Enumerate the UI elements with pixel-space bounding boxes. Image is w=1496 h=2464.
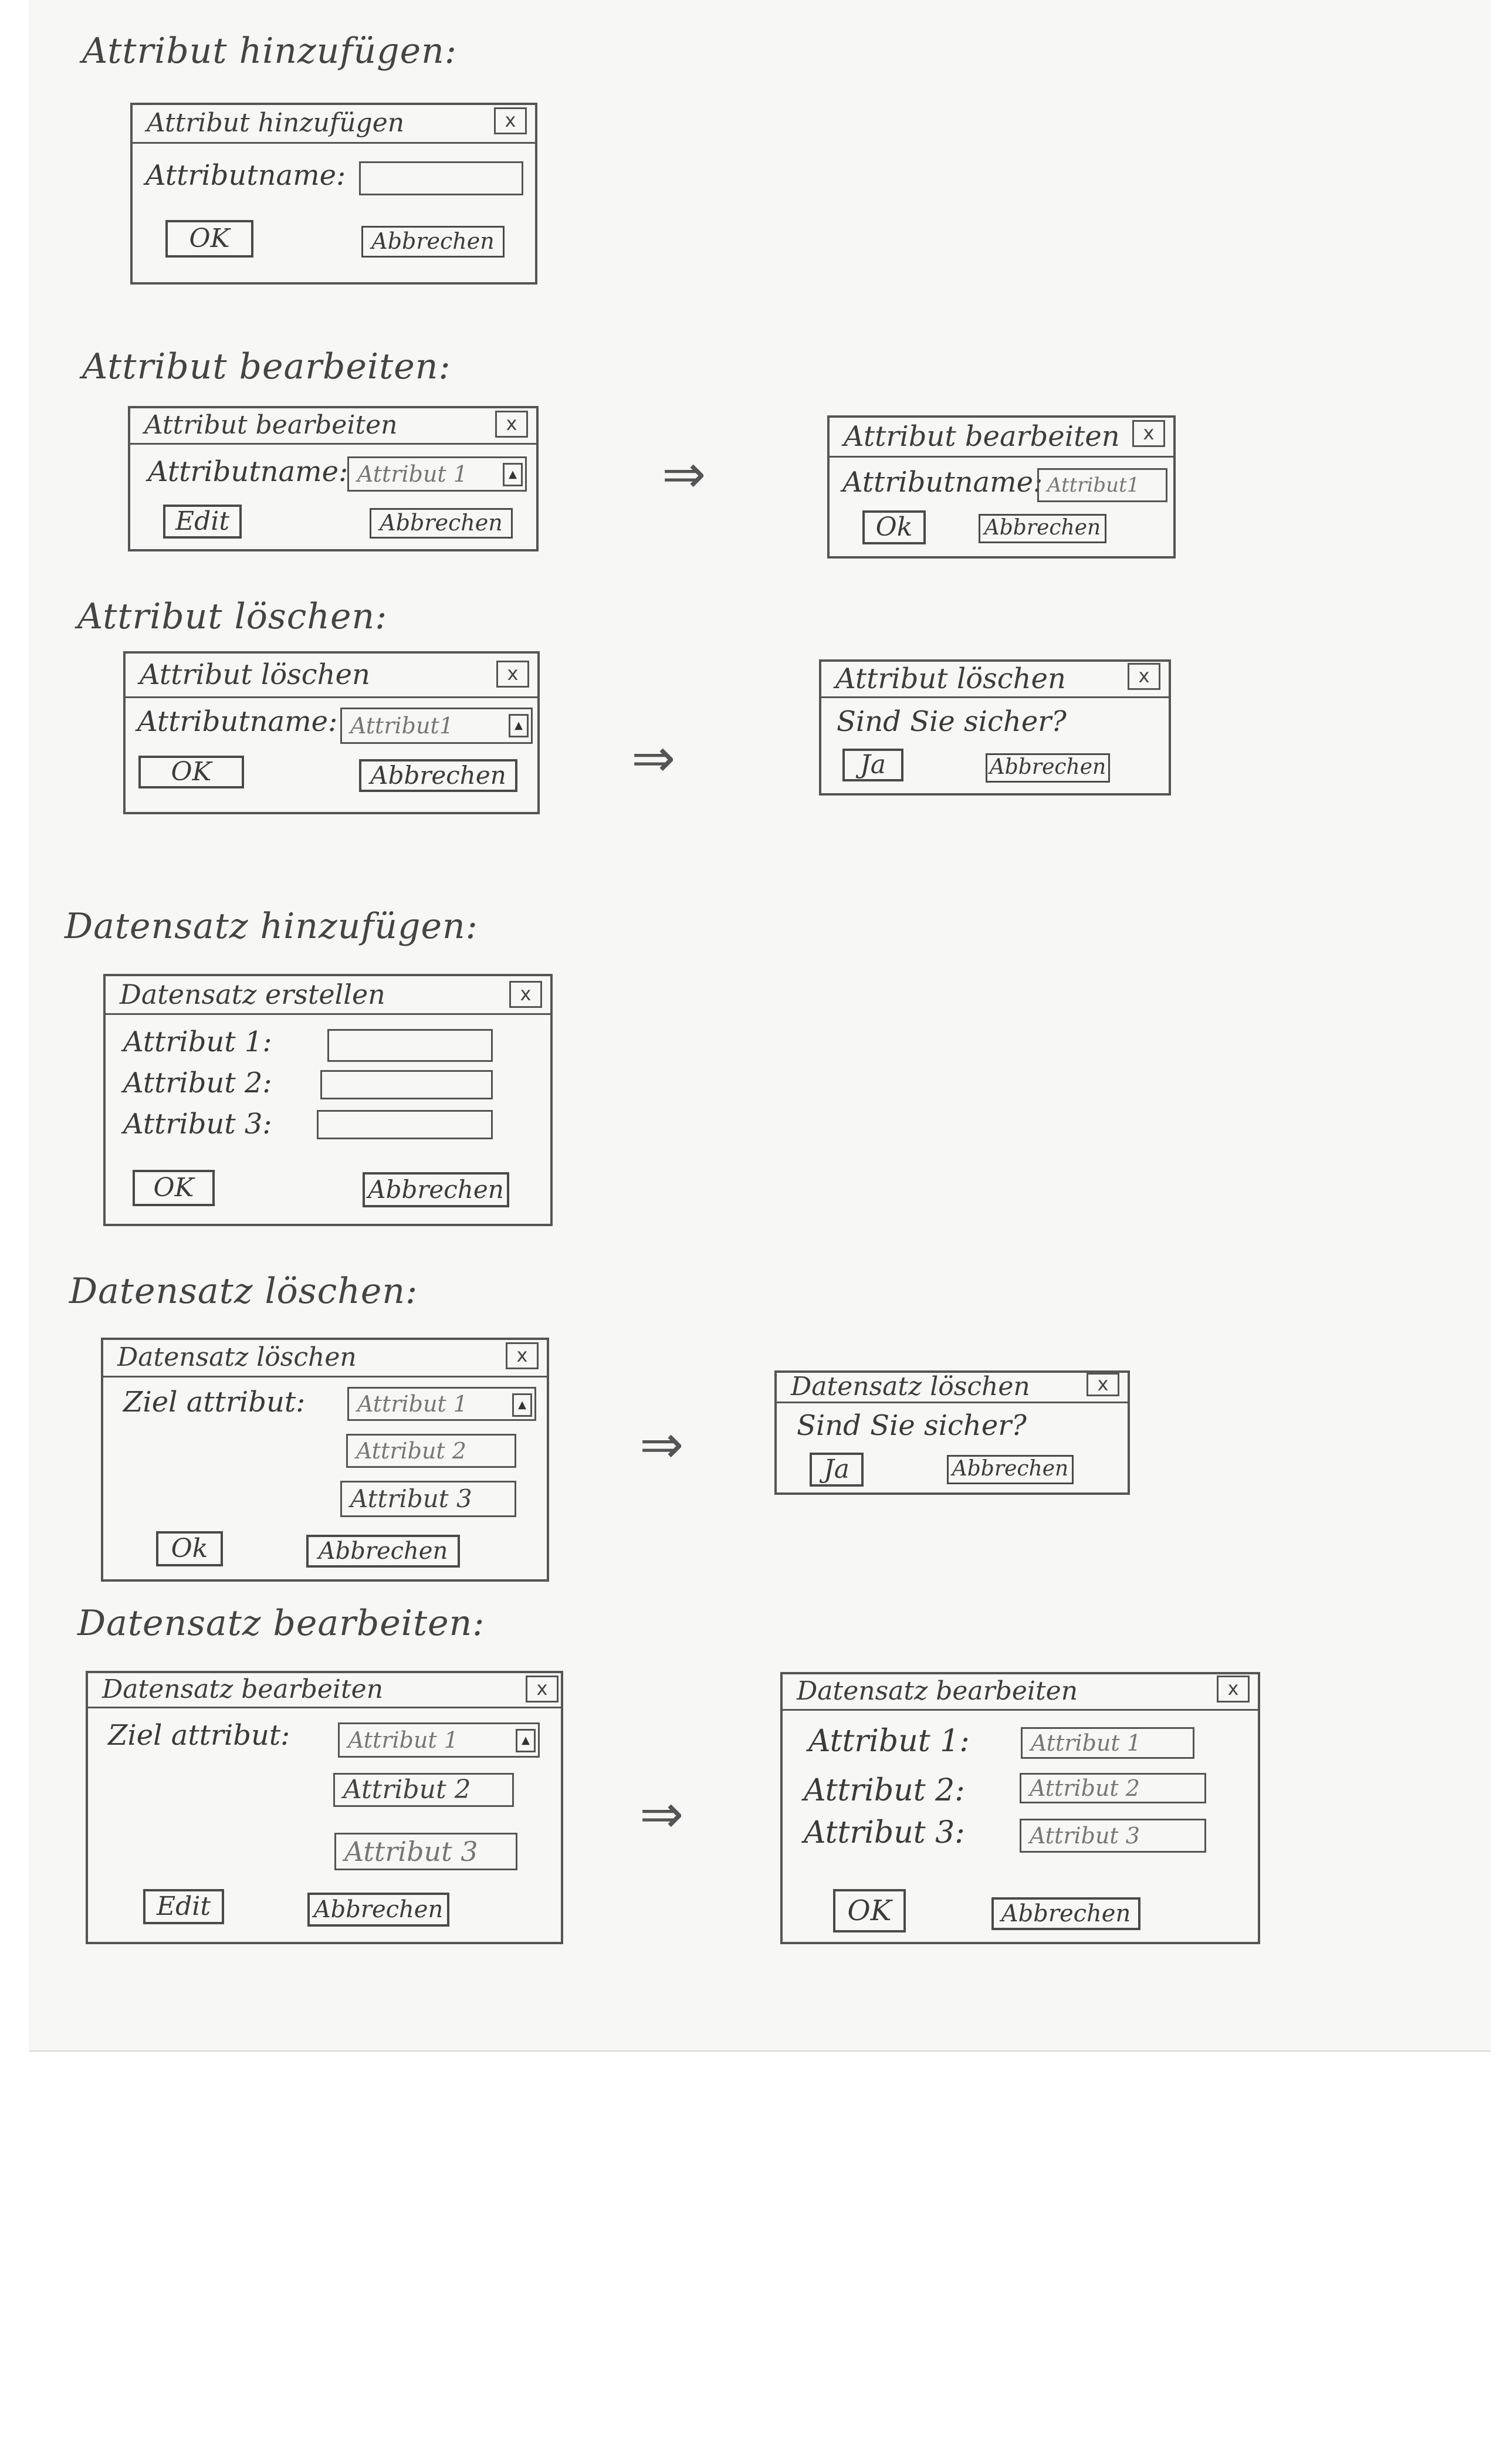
dialog-delete-attribute-confirm <box>819 659 1171 796</box>
dialog-add-attribute <box>130 103 537 285</box>
attribute-3-input[interactable]: Attribut 3 <box>1020 1819 1206 1853</box>
option-attribute-2[interactable]: Attribut 2 <box>346 1434 516 1468</box>
attribute-2-input[interactable] <box>320 1070 493 1099</box>
close-icon[interactable]: x <box>496 661 529 688</box>
close-icon[interactable]: x <box>526 1676 559 1703</box>
edit-button[interactable]: Edit <box>143 1889 224 1924</box>
option-attribute-2[interactable]: Attribut 2 <box>333 1773 514 1807</box>
heading-add-record: Datensatz hinzufügen: <box>65 906 478 947</box>
attribute-1-input[interactable] <box>327 1029 493 1062</box>
transition-arrow: ⇒ <box>631 727 676 789</box>
target-attribute-value: Attribut 1 <box>357 1391 468 1417</box>
yes-button[interactable]: Ja <box>842 749 903 781</box>
dialog-edit-record <box>86 1671 563 1944</box>
attribute-name-input[interactable] <box>359 161 523 195</box>
ok-button[interactable]: Ok <box>156 1531 223 1566</box>
dialog-title: Attribut bearbeiten <box>130 408 536 445</box>
attribute-1-label: Attribut 1: <box>123 1025 272 1058</box>
attribute-name-label: Attributname: <box>145 159 346 192</box>
dropdown-arrow-icon[interactable]: ▲ <box>512 1393 532 1417</box>
attribute-name-label: Attributname: <box>148 455 348 488</box>
transition-arrow: ⇒ <box>639 1783 684 1845</box>
attribute-1-input[interactable]: Attribut 1 <box>1021 1727 1194 1759</box>
ok-button[interactable]: OK <box>833 1889 906 1932</box>
transition-arrow: ⇒ <box>639 1414 684 1475</box>
cancel-button[interactable]: Abbrechen <box>991 1897 1140 1930</box>
dropdown-arrow-icon[interactable]: ▲ <box>503 463 523 486</box>
option-attribute-3[interactable]: Attribut 3 <box>340 1481 516 1517</box>
close-icon[interactable]: x <box>1128 663 1160 690</box>
dialog-title: Datensatz löschen <box>103 1340 547 1377</box>
dialog-title: Datensatz löschen <box>777 1373 1128 1403</box>
attribute-name-label: Attributname: <box>137 705 338 738</box>
dialog-title: Datensatz bearbeiten <box>783 1674 1258 1711</box>
attribute-name-label: Attributname: <box>842 466 1043 499</box>
target-attribute-select[interactable] <box>338 1722 540 1758</box>
dialog-title: Attribut löschen <box>821 662 1169 698</box>
heading-delete-record: Datensatz löschen: <box>69 1271 418 1312</box>
dropdown-arrow-icon[interactable]: ▲ <box>509 714 529 737</box>
ok-button[interactable]: OK <box>133 1170 215 1206</box>
target-attribute-value: Attribut 1 <box>348 1727 458 1753</box>
cancel-button[interactable]: Abbrechen <box>363 1172 509 1207</box>
attribute-select[interactable] <box>340 708 533 744</box>
close-icon[interactable]: x <box>1087 1373 1119 1396</box>
dialog-title: Attribut löschen <box>126 654 537 698</box>
close-icon[interactable]: x <box>1217 1676 1250 1703</box>
dialog-title: Attribut hinzufügen <box>133 105 535 144</box>
attribute-select[interactable] <box>347 456 527 492</box>
dialog-edit-attribute-result <box>827 415 1176 559</box>
option-attribute-3[interactable]: Attribut 3 <box>334 1833 517 1870</box>
cancel-button[interactable]: Abbrechen <box>361 226 505 258</box>
yes-button[interactable]: Ja <box>810 1453 864 1487</box>
close-icon[interactable]: x <box>506 1342 539 1369</box>
cancel-button[interactable]: Abbrechen <box>307 1893 449 1927</box>
attribute-1-label: Attribut 1: <box>808 1724 970 1759</box>
attribute-3-label: Attribut 3: <box>123 1108 272 1140</box>
dialog-edit-attribute <box>128 406 539 551</box>
ok-button[interactable]: OK <box>165 220 253 258</box>
heading-edit-attribute: Attribut bearbeiten: <box>82 346 451 387</box>
attribute-select-value: Attribut 1 <box>357 461 468 487</box>
ok-button[interactable]: OK <box>138 756 244 788</box>
transition-arrow: ⇒ <box>662 444 706 505</box>
cancel-button[interactable]: Abbrechen <box>359 759 517 792</box>
target-attribute-label: Ziel attribut: <box>123 1386 306 1419</box>
target-attribute-label: Ziel attribut: <box>108 1719 290 1752</box>
dialog-delete-attribute <box>123 651 540 814</box>
cancel-button[interactable]: Abbrechen <box>986 753 1110 783</box>
dialog-delete-record <box>101 1338 549 1582</box>
cancel-button[interactable]: Abbrechen <box>370 508 513 539</box>
attribute-name-input[interactable]: Attribut1 <box>1037 468 1167 502</box>
dialog-title: Datensatz erstellen <box>106 976 550 1015</box>
dialog-create-record <box>103 974 553 1226</box>
dropdown-arrow-icon[interactable]: ▲ <box>516 1729 536 1752</box>
target-attribute-select[interactable] <box>347 1387 536 1421</box>
cancel-button[interactable]: Abbrechen <box>947 1455 1074 1484</box>
cancel-button[interactable]: Abbrechen <box>979 514 1106 543</box>
dialog-delete-record-confirm <box>774 1370 1130 1495</box>
close-icon[interactable]: x <box>509 981 542 1008</box>
attribute-2-label: Attribut 2: <box>123 1067 272 1099</box>
close-icon[interactable]: x <box>1132 420 1165 447</box>
attribute-3-label: Attribut 3: <box>804 1815 965 1850</box>
cancel-button[interactable]: Abbrechen <box>306 1535 460 1568</box>
attribute-select-value: Attribut1 <box>350 713 453 739</box>
heading-edit-record: Datensatz bearbeiten: <box>77 1603 485 1644</box>
dialog-title: Attribut bearbeiten <box>830 418 1173 458</box>
attribute-2-label: Attribut 2: <box>804 1773 965 1808</box>
heading-delete-attribute: Attribut löschen: <box>77 596 388 637</box>
close-icon[interactable]: x <box>495 411 528 438</box>
confirm-question: Sind Sie sicher? <box>837 705 1067 738</box>
ok-button[interactable]: Ok <box>862 510 926 544</box>
confirm-question: Sind Sie sicher? <box>797 1409 1027 1442</box>
heading-add-attribute: Attribut hinzufügen: <box>82 31 457 72</box>
dialog-edit-record-result <box>780 1672 1260 1944</box>
close-icon[interactable]: x <box>494 107 527 134</box>
attribute-3-input[interactable] <box>317 1110 493 1139</box>
attribute-2-input[interactable]: Attribut 2 <box>1020 1773 1206 1803</box>
edit-button[interactable]: Edit <box>163 505 242 539</box>
dialog-title: Datensatz bearbeiten <box>88 1673 561 1708</box>
